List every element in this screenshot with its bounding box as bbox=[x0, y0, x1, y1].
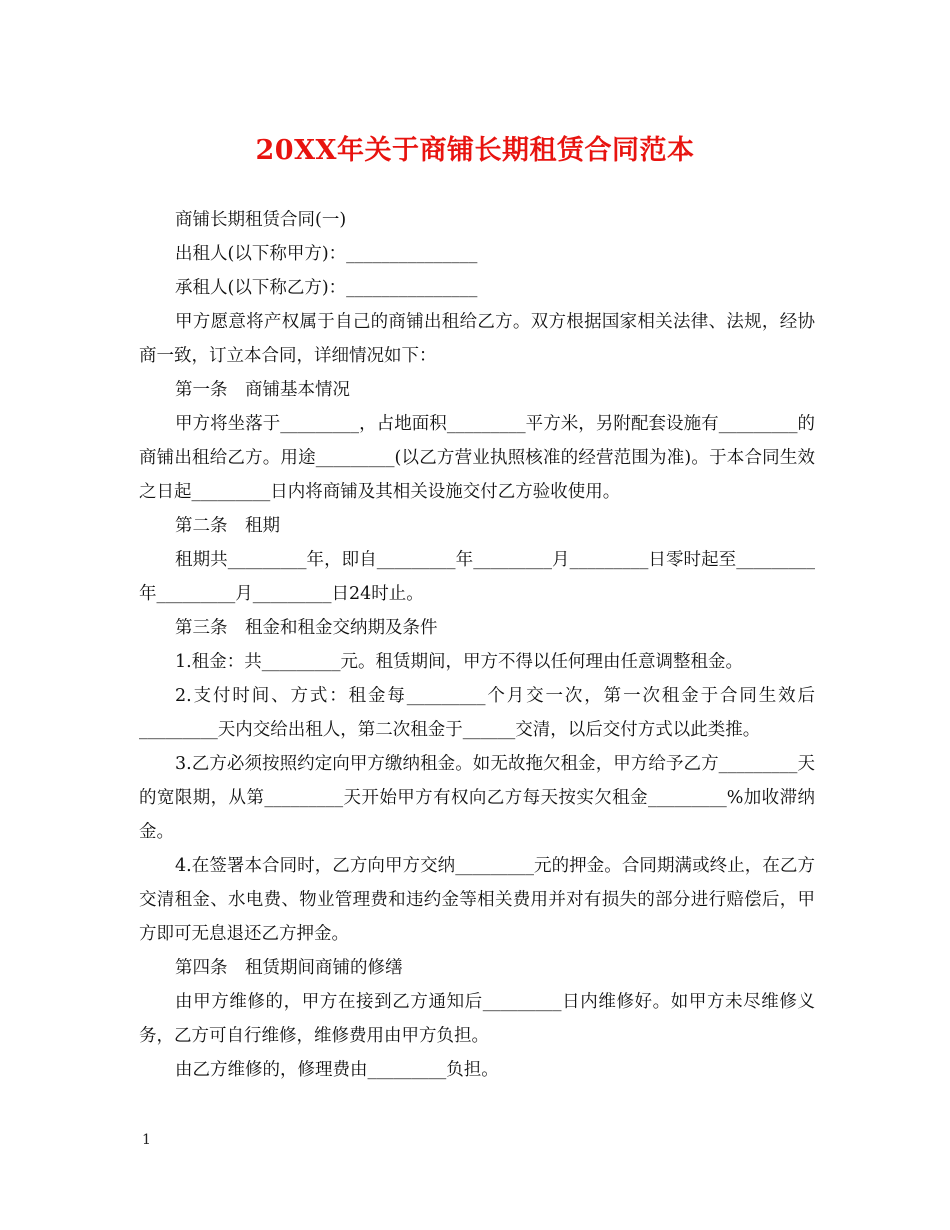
article-4-heading: 第四条 租赁期间商铺的修缮 bbox=[175, 958, 403, 978]
article-3-item-1: 1.租金：共_________元。租赁期间，甲方不得以任何理由任意调整租金。 bbox=[175, 652, 743, 672]
article-1-heading: 第一条 商铺基本情况 bbox=[175, 380, 350, 400]
paragraph-lessee: 承租人(以下称乙方)：_______________ bbox=[175, 278, 478, 298]
article-4-text-2: 由乙方维修的，修理费由_________负担。 bbox=[175, 1060, 499, 1080]
article-3-heading: 第三条 租金和租金交纳期及条件 bbox=[175, 618, 438, 638]
article-3-item-4: 4.在签署本合同时，乙方向甲方交纳_________元的押金。合同期满或终止，在乙方交清租金、水电费、物业管理费和违约金等相关费用并对有损失的部分进行赔偿后，甲方即可无息退还乙方押金。 bbox=[139, 856, 815, 944]
article-2-text: 租期共_________年，即自_________年_________月_________日零时起至_________年_________月_________日24时止。 bbox=[139, 550, 815, 604]
paragraph-preamble: 甲方愿意将产权属于自己的商铺出租给乙方。双方根据国家相关法律、法规，经协商一致，订立本合同，详细情况如下： bbox=[139, 312, 815, 366]
page-number: 1 bbox=[142, 1132, 151, 1148]
paragraph-lessor: 出租人(以下称甲方)：_______________ bbox=[175, 244, 478, 264]
article-2-heading: 第二条 租期 bbox=[175, 516, 280, 536]
article-3-item-2: 2.支付时间、方式：租金每_________个月交一次，第一次租金于合同生效后_________天内交给出租人，第二次租金于______交清，以后交付方式以此类推。 bbox=[139, 686, 815, 740]
article-4-text-1: 由甲方维修的，甲方在接到乙方通知后_________日内维修好。如甲方未尽维修义务，乙方可自行维修，维修费用由甲方负担。 bbox=[139, 992, 815, 1046]
article-1-text: 甲方将坐落于_________，占地面积_________平方米，另附配套设施有_________的商铺出租给乙方。用途_________(以乙方营业执照核准的经营范围为准)。于本合同生效之日起_________日内将商铺及其相关设施交付乙方验收使用。 bbox=[139, 414, 815, 502]
paragraph-contract-heading: 商铺长期租赁合同(一) bbox=[175, 210, 347, 230]
article-3-item-3: 3.乙方必须按照约定向甲方缴纳租金。如无故拖欠租金，甲方给予乙方_________天的宽限期，从第_________天开始甲方有权向乙方每天按实欠租金_________%加收滞纳金。 bbox=[139, 754, 815, 842]
document-title: 20XX年关于商铺长期租赁合同范本 bbox=[255, 135, 695, 166]
document-body bbox=[139, 203, 815, 1087]
